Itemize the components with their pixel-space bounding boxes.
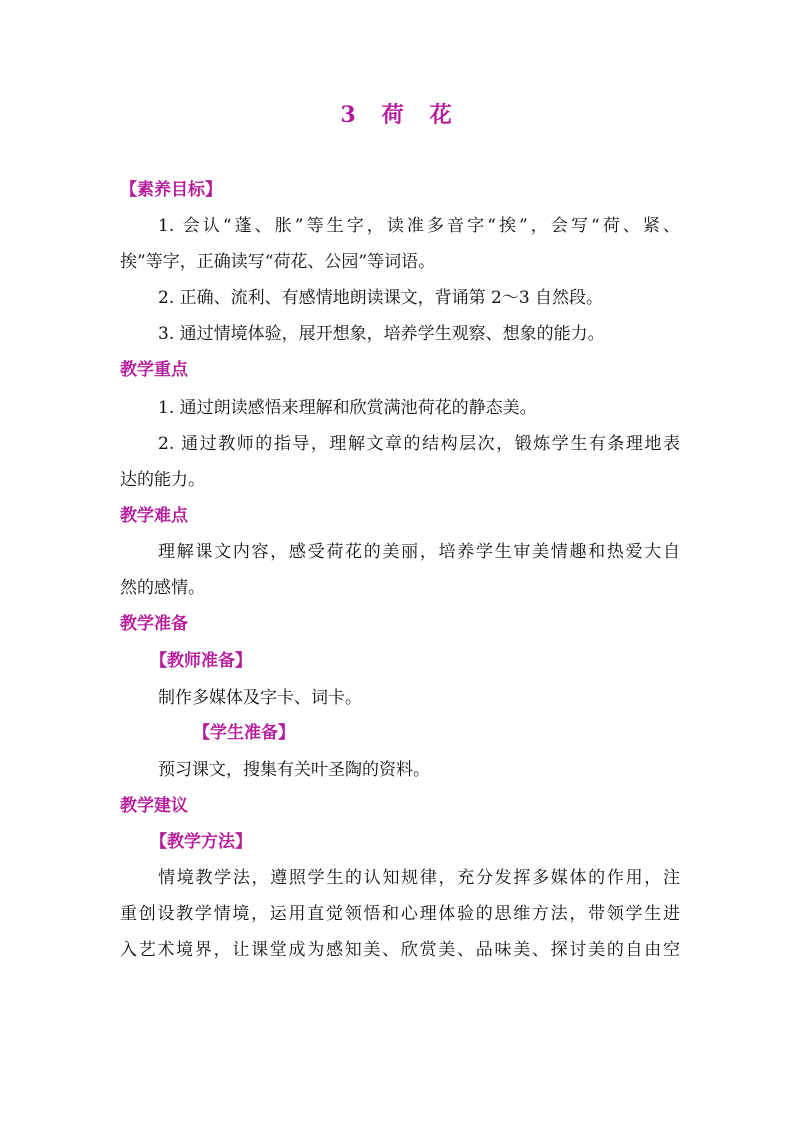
difficulty-line-1: 理解课文内容，感受荷花的美丽，培养学生审美情趣和热爱大自: [158, 542, 680, 562]
difficulty-line-2: 然的感情。: [120, 578, 205, 598]
student-preparation-heading: 【学生准备】: [193, 723, 295, 743]
goal-item-2: 2. 正确、流利、有感情地朗读课文，背诵第 2～3 自然段。: [158, 288, 604, 308]
teacher-preparation-text: 制作多媒体及字卡、词卡。: [158, 688, 362, 708]
section-heading-preparation: 教学准备: [120, 614, 188, 634]
teaching-method-line-1: 情境教学法，遵照学生的认知规律，充分发挥多媒体的作用，注: [158, 868, 680, 888]
section-heading-goals: 【素养目标】: [120, 180, 222, 200]
key-point-2-line-1: 2. 通过教师的指导，理解文章的结构层次，锻炼学生有条理地表: [158, 434, 680, 454]
goal-item-1-line-1: 1. 会认“蓬、胀”等生字，读准多音字“挨”，会写“荷、紧、: [158, 216, 680, 236]
teaching-method-line-3: 入艺术境界，让课堂成为感知美、欣赏美、品味美、探讨美的自由空: [120, 940, 680, 960]
teacher-preparation-heading: 【教师准备】: [150, 651, 252, 671]
teaching-method-line-2: 重创设教学情境，运用直觉领悟和心理体验的思维方法，带领学生进: [120, 904, 680, 924]
section-heading-suggestions: 教学建议: [120, 796, 188, 816]
key-point-1: 1. 通过朗读感悟来理解和欣赏满池荷花的静态美。: [158, 398, 537, 418]
goal-item-1-line-2: 挨”等字，正确读写“荷花、公园”等词语。: [120, 252, 436, 272]
section-heading-difficulties: 教学难点: [120, 506, 188, 526]
teaching-method-heading: 【教学方法】: [150, 832, 252, 852]
page-title: 3 荷 花: [340, 102, 454, 128]
key-point-2-line-2: 达的能力。: [120, 470, 205, 490]
student-preparation-text: 预习课文，搜集有关叶圣陶的资料。: [158, 760, 430, 780]
section-heading-key-points: 教学重点: [120, 360, 188, 380]
goal-item-3: 3. 通过情境体验，展开想象，培养学生观察、想象的能力。: [158, 324, 605, 344]
